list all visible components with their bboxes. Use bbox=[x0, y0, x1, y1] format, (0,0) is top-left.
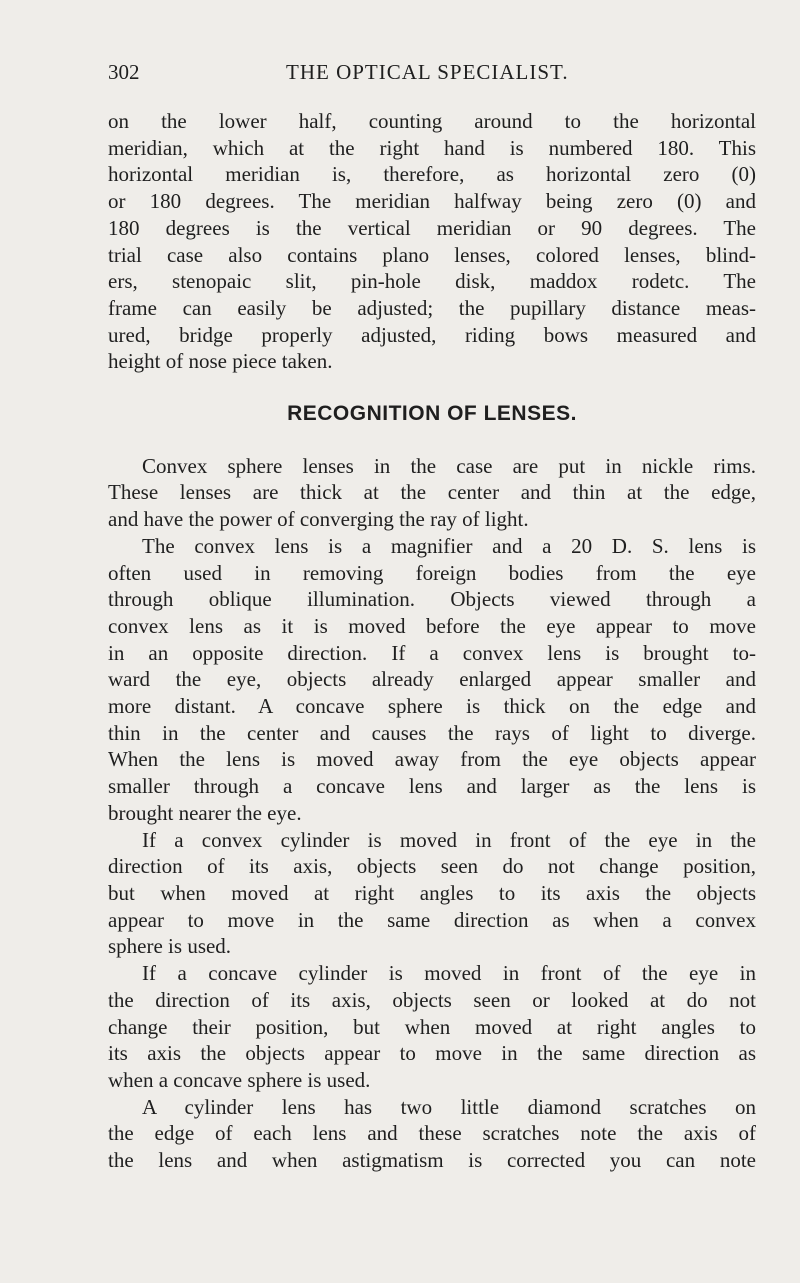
text-line: height of nose piece taken. bbox=[108, 349, 333, 374]
text-line: brought nearer the eye. bbox=[108, 800, 302, 825]
page-header bbox=[108, 60, 696, 88]
text-line: its axis the objects appear to move in the same direction as bbox=[108, 1041, 756, 1066]
text-line: ured, bridge properly adjusted, riding bows measured and bbox=[108, 322, 756, 347]
text-line: sphere is used. bbox=[108, 934, 232, 959]
text-line: more distant. A concave sphere is thick on the edge and bbox=[108, 694, 756, 719]
text-line: or 180 degrees. The meridian halfway being zero (0) and bbox=[108, 189, 756, 214]
text-line: 180 degrees is the vertical meridian or 90 degrees. The bbox=[108, 215, 756, 240]
text-line: change their position, but when moved at right angles to bbox=[108, 1014, 756, 1039]
text-line: If a convex cylinder is moved in front of the eye in the bbox=[142, 827, 756, 852]
text-line: but when moved at right angles to its axis the objects bbox=[108, 880, 756, 905]
text-line: A cylinder lens has two little diamond scratches on bbox=[142, 1094, 756, 1119]
text-line: appear to move in the same direction as when a convex bbox=[108, 907, 756, 932]
page-body bbox=[108, 108, 756, 1174]
text-line: The convex lens is a magnifier and a 20 D. S. lens is bbox=[142, 533, 756, 558]
text-line: convex lens as it is moved before the eye appear to move bbox=[108, 613, 756, 638]
text-line: often used in removing foreign bodies from the eye bbox=[108, 560, 756, 585]
text-line: on the lower half, counting around to the horizontal bbox=[108, 109, 756, 133]
text-line: ward the eye, objects already enlarged appear smaller and bbox=[108, 667, 756, 692]
text-line: the direction of its axis, objects seen or looked at do not bbox=[108, 987, 756, 1012]
text-line: when a concave sphere is used. bbox=[108, 1067, 371, 1092]
text-line: ers, stenopaic slit, pin-hole disk, maddox rodetc. The bbox=[108, 269, 756, 294]
section-heading: RECOGNITION OF LENSES. bbox=[287, 402, 577, 426]
text-line: in an opposite direction. If a convex lens is brought to- bbox=[108, 640, 756, 665]
page-number: 302 bbox=[108, 60, 140, 84]
text-line: These lenses are thick at the center and thin at the edge, bbox=[108, 480, 756, 505]
text-line: Convex sphere lenses in the case are put in nickle rims. bbox=[142, 453, 756, 478]
text-line: meridian, which at the right hand is numbered 180. This bbox=[108, 135, 756, 160]
text-line: thin in the center and causes the rays of light to diverge. bbox=[108, 720, 756, 745]
running-title: THE OPTICAL SPECIALIST. bbox=[286, 60, 569, 84]
text-line: If a concave cylinder is moved in front of the eye in bbox=[142, 961, 756, 986]
text-line: the lens and when astigmatism is corrected you can note bbox=[108, 1148, 756, 1173]
text-line: through oblique illumination. Objects viewed through a bbox=[108, 587, 756, 612]
text-line: frame can easily be adjusted; the pupillary distance meas- bbox=[108, 295, 756, 320]
text-line: trial case also contains plano lenses, colored lenses, blind- bbox=[108, 242, 756, 267]
text-line: smaller through a concave lens and larger as the lens is bbox=[108, 774, 756, 799]
text-line: and have the power of converging the ray of light. bbox=[108, 507, 529, 532]
text-line: horizontal meridian is, therefore, as horizontal zero (0) bbox=[108, 162, 756, 187]
text-line: the edge of each lens and these scratches note the axis of bbox=[108, 1121, 756, 1146]
text-line: When the lens is moved away from the eye objects appear bbox=[108, 747, 756, 772]
text-line: direction of its axis, objects seen do not change position, bbox=[108, 854, 756, 879]
